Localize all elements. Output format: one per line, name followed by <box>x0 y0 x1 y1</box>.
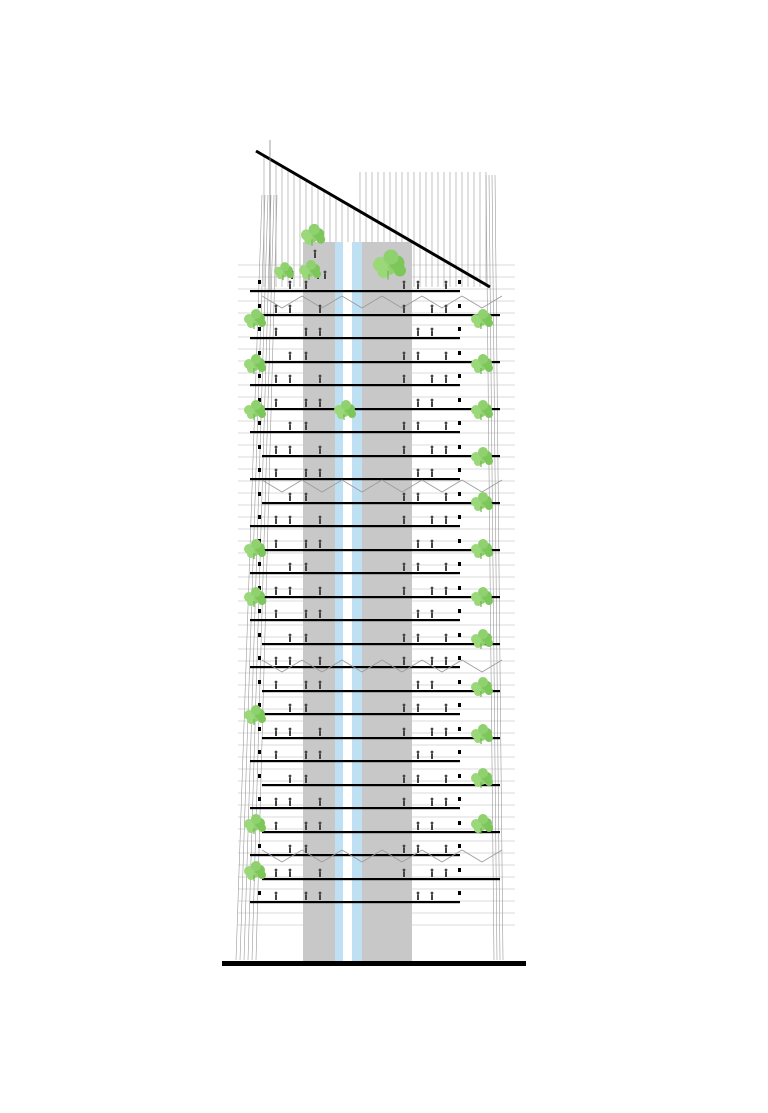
person-icon <box>445 281 448 289</box>
person-icon <box>289 845 292 853</box>
person-icon <box>319 516 322 524</box>
person-icon <box>445 634 448 642</box>
floor-slab <box>250 290 460 292</box>
column-marker <box>258 633 261 637</box>
column-marker <box>458 327 461 331</box>
column-marker <box>258 774 261 778</box>
column-marker <box>458 421 461 425</box>
person-icon <box>403 305 406 313</box>
person-icon <box>417 845 420 853</box>
person-icon <box>445 704 448 712</box>
person-icon <box>275 375 278 383</box>
person-icon <box>431 587 434 595</box>
person-icon <box>275 305 278 313</box>
person-icon <box>275 798 278 806</box>
floor-slab <box>250 713 460 715</box>
person-icon <box>445 516 448 524</box>
person-icon <box>319 657 322 665</box>
person-icon <box>305 328 308 336</box>
person-icon <box>403 845 406 853</box>
person-icon <box>445 845 448 853</box>
floor-slab <box>262 737 500 739</box>
person-icon <box>431 751 434 759</box>
person-icon <box>431 540 434 548</box>
person-icon <box>275 446 278 454</box>
person-icon <box>319 892 322 900</box>
person-icon <box>319 610 322 618</box>
person-icon <box>305 822 308 830</box>
person-icon <box>445 352 448 360</box>
floor-slab <box>250 384 460 386</box>
person-icon <box>275 516 278 524</box>
floor-slab <box>262 361 500 363</box>
ground-line <box>222 961 526 966</box>
column-marker <box>458 539 461 543</box>
column-marker <box>458 656 461 660</box>
person-icon <box>417 892 420 900</box>
person-icon <box>305 422 308 430</box>
person-icon <box>445 563 448 571</box>
person-icon <box>305 610 308 618</box>
person-icon <box>417 610 420 618</box>
person-icon <box>431 681 434 689</box>
floor-slab <box>262 643 500 645</box>
person-icon <box>417 563 420 571</box>
column-marker <box>258 727 261 731</box>
column-marker <box>258 492 261 496</box>
column-marker <box>258 421 261 425</box>
person-icon <box>403 728 406 736</box>
column-marker <box>458 797 461 801</box>
column-marker <box>258 680 261 684</box>
floor-slab <box>250 337 460 339</box>
person-icon <box>305 751 308 759</box>
person-icon <box>289 798 292 806</box>
person-icon <box>305 281 308 289</box>
column-marker <box>258 327 261 331</box>
person-icon <box>289 587 292 595</box>
person-icon <box>417 493 420 501</box>
column-marker <box>458 680 461 684</box>
column-marker <box>258 515 261 519</box>
person-icon <box>289 704 292 712</box>
person-icon <box>289 352 292 360</box>
person-icon <box>289 281 292 289</box>
person-icon <box>319 587 322 595</box>
person-icon <box>319 751 322 759</box>
person-icon <box>289 775 292 783</box>
person-icon <box>445 446 448 454</box>
person-icon <box>275 657 278 665</box>
person-icon <box>431 798 434 806</box>
column-marker <box>258 891 261 895</box>
person-icon <box>431 469 434 477</box>
person-icon <box>305 540 308 548</box>
person-icon <box>305 775 308 783</box>
floor-slab <box>262 408 500 410</box>
person-icon <box>319 469 322 477</box>
person-icon <box>275 681 278 689</box>
person-icon <box>305 493 308 501</box>
person-icon <box>431 516 434 524</box>
column-marker <box>458 633 461 637</box>
column-marker <box>458 586 461 590</box>
person-icon <box>403 516 406 524</box>
person-icon <box>403 657 406 665</box>
person-icon <box>319 375 322 383</box>
person-icon <box>305 634 308 642</box>
column-marker <box>458 468 461 472</box>
person-icon <box>431 375 434 383</box>
person-icon <box>445 305 448 313</box>
person-icon <box>417 399 420 407</box>
floor-slab <box>250 760 460 762</box>
person-icon <box>305 845 308 853</box>
person-icon <box>275 751 278 759</box>
person-icon <box>445 798 448 806</box>
floor-slab <box>262 690 500 692</box>
person-icon <box>403 375 406 383</box>
person-icon <box>431 446 434 454</box>
column-marker <box>258 468 261 472</box>
person-icon <box>319 305 322 313</box>
column-marker <box>258 351 261 355</box>
person-icon <box>305 469 308 477</box>
person-icon <box>275 610 278 618</box>
person-icon <box>275 587 278 595</box>
person-icon <box>289 516 292 524</box>
person-icon <box>403 775 406 783</box>
person-icon <box>324 271 327 279</box>
person-icon <box>319 399 322 407</box>
person-icon <box>431 657 434 665</box>
person-icon <box>319 446 322 454</box>
floor-slab <box>250 901 460 903</box>
person-icon <box>319 869 322 877</box>
column-marker <box>458 374 461 378</box>
person-icon <box>403 446 406 454</box>
floor-slab <box>250 572 460 574</box>
person-icon <box>445 869 448 877</box>
person-icon <box>417 540 420 548</box>
person-icon <box>289 634 292 642</box>
person-icon <box>403 634 406 642</box>
person-icon <box>417 422 420 430</box>
person-icon <box>431 869 434 877</box>
person-icon <box>445 493 448 501</box>
person-icon <box>403 422 406 430</box>
person-icon <box>319 328 322 336</box>
column-marker <box>458 304 461 308</box>
floor-slab <box>262 502 500 504</box>
column-marker <box>258 656 261 660</box>
column-marker <box>458 609 461 613</box>
column-marker <box>458 844 461 848</box>
person-icon <box>445 657 448 665</box>
person-icon <box>445 775 448 783</box>
person-icon <box>445 375 448 383</box>
person-icon <box>275 469 278 477</box>
column-marker <box>258 750 261 754</box>
person-icon <box>289 869 292 877</box>
person-icon <box>417 681 420 689</box>
person-icon <box>431 822 434 830</box>
floor-slab <box>262 455 500 457</box>
person-icon <box>305 399 308 407</box>
person-icon <box>431 399 434 407</box>
column-marker <box>458 562 461 566</box>
floor-slab <box>262 831 500 833</box>
person-icon <box>319 681 322 689</box>
person-icon <box>417 822 420 830</box>
column-marker <box>458 398 461 402</box>
person-icon <box>417 775 420 783</box>
person-icon <box>417 328 420 336</box>
person-icon <box>305 563 308 571</box>
column-marker <box>458 891 461 895</box>
person-icon <box>403 493 406 501</box>
column-marker <box>258 609 261 613</box>
column-marker <box>458 515 461 519</box>
person-icon <box>275 728 278 736</box>
column-marker <box>258 374 261 378</box>
person-icon <box>289 563 292 571</box>
floor-slab <box>262 784 500 786</box>
person-icon <box>314 250 317 258</box>
person-icon <box>305 704 308 712</box>
person-icon <box>417 704 420 712</box>
floor-slab <box>262 549 500 551</box>
floor-slab <box>262 314 500 316</box>
person-icon <box>403 869 406 877</box>
person-icon <box>403 563 406 571</box>
person-icon <box>289 446 292 454</box>
floor-slab <box>262 596 500 598</box>
person-icon <box>319 822 322 830</box>
person-icon <box>417 469 420 477</box>
person-icon <box>403 281 406 289</box>
person-icon <box>319 798 322 806</box>
person-icon <box>403 798 406 806</box>
person-icon <box>275 328 278 336</box>
column-marker <box>458 445 461 449</box>
person-icon <box>275 540 278 548</box>
column-marker <box>258 797 261 801</box>
column-marker <box>458 750 461 754</box>
column-marker <box>458 727 461 731</box>
person-icon <box>275 869 278 877</box>
person-icon <box>289 657 292 665</box>
person-icon <box>289 375 292 383</box>
person-icon <box>417 352 420 360</box>
person-icon <box>275 399 278 407</box>
person-icon <box>305 892 308 900</box>
person-icon <box>319 728 322 736</box>
column-marker <box>458 280 461 284</box>
person-icon <box>275 822 278 830</box>
column-marker <box>458 774 461 778</box>
person-icon <box>417 634 420 642</box>
person-icon <box>289 493 292 501</box>
person-icon <box>445 728 448 736</box>
floor-slab <box>250 619 460 621</box>
person-icon <box>417 751 420 759</box>
column-marker <box>458 492 461 496</box>
person-icon <box>445 587 448 595</box>
floor-slab <box>262 878 500 880</box>
person-icon <box>289 305 292 313</box>
person-icon <box>431 610 434 618</box>
column-marker <box>258 562 261 566</box>
column-marker <box>458 868 461 872</box>
column-marker <box>258 304 261 308</box>
person-icon <box>319 540 322 548</box>
person-icon <box>289 728 292 736</box>
person-icon <box>431 892 434 900</box>
column-marker <box>458 703 461 707</box>
person-icon <box>445 422 448 430</box>
column-marker <box>258 844 261 848</box>
person-icon <box>305 352 308 360</box>
floor-slab <box>250 431 460 433</box>
floor-slab <box>250 478 460 480</box>
column-marker <box>258 445 261 449</box>
floor-slab <box>250 807 460 809</box>
column-marker <box>258 280 261 284</box>
person-icon <box>431 728 434 736</box>
floor-slab <box>250 525 460 527</box>
column-marker <box>458 821 461 825</box>
person-icon <box>403 704 406 712</box>
person-icon <box>305 681 308 689</box>
person-icon <box>275 892 278 900</box>
person-icon <box>431 328 434 336</box>
person-icon <box>431 305 434 313</box>
person-icon <box>417 281 420 289</box>
person-icon <box>403 587 406 595</box>
person-icon <box>289 422 292 430</box>
person-icon <box>403 352 406 360</box>
column-marker <box>458 351 461 355</box>
